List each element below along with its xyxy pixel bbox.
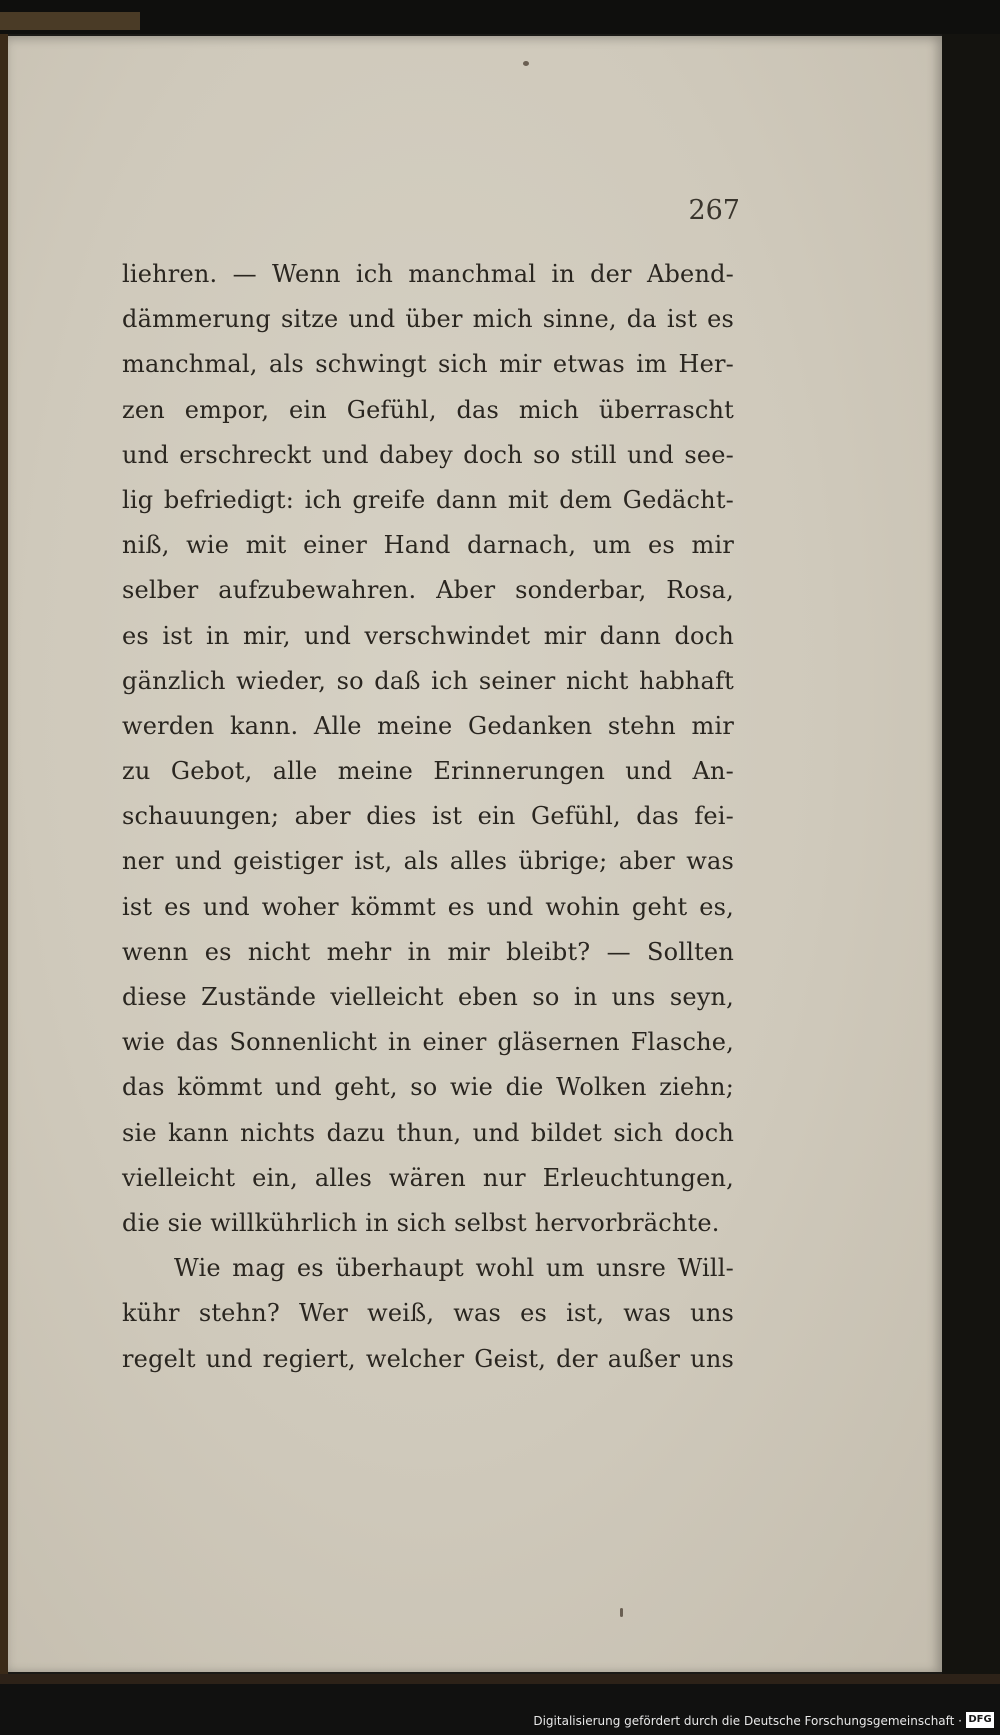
text-line: werden kann. Alle meine Gedanken stehn mir <box>122 711 734 740</box>
text-line: manchmal, als schwingt sich mir etwas im Her- <box>122 350 734 379</box>
book-left-edge <box>0 34 8 1674</box>
text-line: es ist in mir, und verschwindet mir dann doch <box>122 621 734 650</box>
text-line: selber aufzubewahren. Aber sonderbar, Rosa, <box>122 576 734 605</box>
ink-spot <box>523 61 529 66</box>
text-line: zen empor, ein Gefühl, das mich überrascht <box>122 395 734 424</box>
scan-footer-band <box>0 1674 1000 1735</box>
text-line: gänzlich wieder, so daß ich seiner nicht habhaft <box>122 666 734 695</box>
page-number: 267 <box>688 195 740 226</box>
text-line-paragraph-end: die sie willkührlich in sich selbst hervorbrächte. <box>122 1208 720 1237</box>
scan-right-margin <box>942 34 1000 1674</box>
text-line: liehren. — Wenn ich manchmal in der Abend- <box>122 260 734 288</box>
ink-spot <box>620 1608 623 1617</box>
dfg-logo: DFG <box>966 1712 994 1728</box>
scan-top-band <box>0 0 1000 34</box>
text-line: schauungen; aber dies ist ein Gefühl, das fei- <box>122 802 734 831</box>
text-line: vielleicht ein, alles wären nur Erleuchtungen, <box>122 1163 734 1192</box>
text-line: dämmerung sitze und über mich sinne, da ist es <box>122 305 734 334</box>
text-line: niß, wie mit einer Hand darnach, um es mir <box>122 531 734 560</box>
text-line: ist es und woher kömmt es und wohin geht es, <box>122 892 734 921</box>
page-text <box>122 252 734 1382</box>
text-line: ner und geistiger ist, als alles übrige; aber was <box>122 847 734 876</box>
text-line: wie das Sonnenlicht in einer gläsernen Flasche, <box>122 1028 734 1057</box>
text-line: kühr stehn? Wer weiß, was es ist, was uns <box>122 1299 734 1328</box>
text-line: und erschreckt und dabey doch so still und see- <box>122 440 734 469</box>
digitization-credit: Digitalisierung gefördert durch die Deutsche Forschungsgemeinschaft · <box>533 1714 962 1728</box>
text-line: zu Gebot, alle meine Erinnerungen und An- <box>122 757 734 786</box>
text-line: diese Zustände vielleicht eben so in uns seyn, <box>122 983 734 1011</box>
text-line: das kömmt und geht, so wie die Wolken ziehn; <box>122 1073 734 1102</box>
text-line: lig befriedigt: ich greife dann mit dem Gedächt- <box>122 485 734 514</box>
text-line-paragraph-start: Wie mag es überhaupt wohl um unsre Will- <box>174 1254 734 1283</box>
text-line: sie kann nichts dazu thun, und bildet sich doch <box>122 1118 734 1147</box>
text-line: regelt und regiert, welcher Geist, der außer uns <box>122 1344 734 1373</box>
book-bottom-edge <box>0 1674 1000 1684</box>
text-line: wenn es nicht mehr in mir bleibt? — Sollten <box>122 937 734 966</box>
book-spine-edge <box>0 12 140 30</box>
